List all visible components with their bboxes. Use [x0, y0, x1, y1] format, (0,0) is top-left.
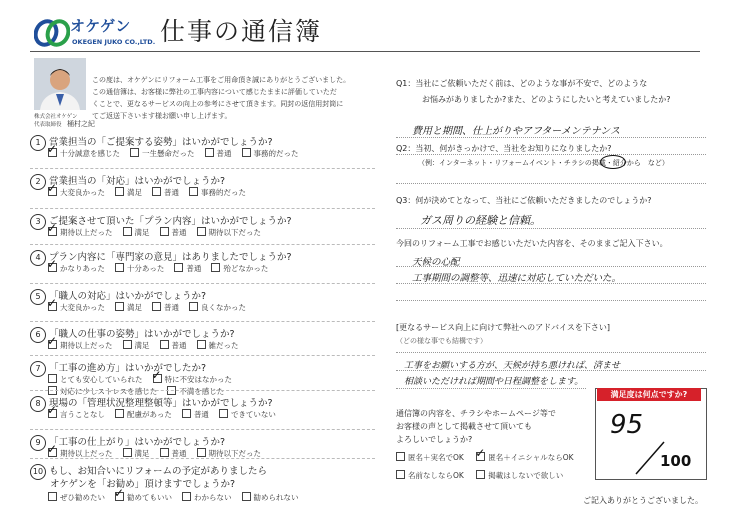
satisfaction-heading: 満足度は何点ですか?	[597, 388, 701, 401]
question-number: 4	[30, 250, 46, 266]
q3-text: Q3：何が決めてとなって、当社にご依頼いただきましたのでしょうか?	[396, 196, 652, 205]
question-separator	[30, 458, 375, 460]
answer-line	[396, 370, 706, 372]
q3-answer: ガス周りの経験と信頼。	[420, 214, 541, 227]
publish-checkbox[interactable]	[396, 470, 405, 479]
ceo-company: 株式会社オケゲン	[34, 114, 78, 120]
question-text: 「職人の対応」はいかがでしょうか?	[49, 291, 207, 302]
answer-checkbox[interactable]	[130, 148, 139, 157]
footer-thanks: ご記入ありがとうございました。	[583, 496, 703, 505]
answer-option-label: 普通	[193, 410, 209, 419]
answer-checkbox[interactable]	[160, 227, 169, 236]
page-title: 仕事の通信簿	[160, 17, 323, 46]
publish-checkbox[interactable]	[476, 470, 485, 479]
publish-checkbox[interactable]	[476, 452, 485, 461]
answer-option-label: かなりあった	[60, 264, 105, 273]
answer-checkbox[interactable]	[115, 492, 124, 501]
answer-option-label: 大変良かった	[60, 303, 105, 312]
answer-options	[48, 263, 268, 274]
answer-checkbox[interactable]	[211, 263, 220, 272]
answer-checkbox[interactable]	[115, 302, 124, 311]
answer-option-label: 普通	[171, 228, 187, 237]
question-text: 営業担当の「対応」はいかがでしょうか?	[49, 176, 226, 187]
answer-checkbox[interactable]	[115, 263, 124, 272]
answer-options	[48, 374, 232, 385]
question-separator	[30, 321, 375, 323]
publish-options-row-1: 匿名＋実名でOK ✓ 匿名＋イニシャルならOK	[396, 452, 574, 463]
advice-label: [更なるサービス向上に向けて弊社へのアドバイスを下さい]	[396, 323, 610, 332]
answer-checkbox[interactable]	[242, 148, 251, 157]
answer-checkbox[interactable]	[189, 302, 198, 311]
answer-checkbox[interactable]	[197, 340, 206, 349]
answer-checkbox[interactable]	[48, 227, 57, 236]
answer-options	[48, 227, 261, 238]
answer-checkbox[interactable]	[115, 409, 124, 418]
answer-option-label: とても安心していられた	[60, 375, 143, 384]
answer-option-label: できていない	[230, 410, 276, 419]
answer-checkbox[interactable]	[182, 409, 191, 418]
answer-checkbox[interactable]	[160, 340, 169, 349]
answer-option-label: 期待以下だった	[208, 449, 261, 458]
logo-sub: OKEGEN JUKO CO.,LTD.	[72, 38, 156, 46]
answer-option-label: 特に不安はなかった	[164, 375, 232, 384]
answer-line	[396, 228, 706, 230]
advice-answer-2: 相談いただければ期間や日程調整をします。	[404, 377, 584, 387]
question-number: 5	[30, 289, 46, 305]
title-divider	[30, 51, 700, 52]
answer-checkbox[interactable]	[115, 187, 124, 196]
answer-option-label: 事務的だった	[201, 188, 246, 197]
answer-option-label: 満足	[134, 341, 150, 350]
question-separator	[30, 168, 375, 170]
question-text: 「職人の仕事の姿勢」はいかがでしょうか?	[49, 329, 235, 340]
answer-option-label: 満足	[127, 303, 142, 312]
answer-checkbox[interactable]	[48, 374, 57, 383]
answer-checkbox[interactable]	[189, 187, 198, 196]
answer-option-label: 十分誠意を感じた	[60, 149, 120, 158]
answer-checkbox[interactable]	[123, 448, 132, 457]
answer-option-label: 期待以上だった	[60, 228, 113, 237]
answer-checkbox[interactable]	[48, 409, 57, 418]
ceo-role: 代表取締役	[34, 122, 62, 128]
answer-option-label: 普通	[164, 188, 179, 197]
satisfaction-score: 95	[610, 410, 644, 440]
answer-checkbox[interactable]	[205, 148, 214, 157]
answer-checkbox[interactable]	[48, 263, 57, 272]
answer-option-label: 雑だった	[208, 341, 239, 350]
answer-option-label: 普通	[186, 264, 202, 273]
question-number: 3	[30, 214, 46, 230]
answer-option-label: 十分あった	[126, 264, 165, 273]
answer-line	[396, 388, 586, 390]
question-separator	[30, 355, 375, 357]
answer-option-label: 不満を感じた	[179, 387, 225, 396]
logo-name: オケゲン	[70, 17, 131, 35]
q2-circle-mark	[600, 155, 626, 169]
question-text: もし、お知合いにリフォームの予定がありましたら	[49, 466, 268, 477]
answer-checkbox[interactable]	[152, 187, 161, 196]
answer-line	[396, 154, 706, 156]
ceo-photo	[34, 58, 86, 110]
answer-checkbox[interactable]	[197, 448, 206, 457]
question-separator	[30, 283, 375, 285]
answer-checkbox[interactable]	[197, 227, 206, 236]
answer-checkbox[interactable]	[48, 302, 57, 311]
answer-option-label: 勧められない	[253, 493, 299, 502]
q2-text: Q2：当初、何がきっかけで、当社をお知りになりましたか?	[396, 144, 612, 153]
answer-checkbox[interactable]	[160, 448, 169, 457]
answer-line	[396, 283, 706, 285]
okegen-logo-icon	[34, 18, 70, 48]
answer-option-label: 対応に少しストレスを感じた	[60, 387, 158, 396]
answer-option-label: 期待以上だった	[60, 341, 113, 350]
satisfaction-total: 100	[660, 452, 692, 470]
answer-checkbox[interactable]	[48, 148, 57, 157]
advice-hint: （どの様な事でも結構です）	[396, 337, 487, 345]
publish-options-row-2: 名前なしならOK 掲載はしないで欲しい	[396, 470, 563, 481]
answer-line	[396, 300, 706, 302]
answer-checkbox[interactable]	[48, 448, 57, 457]
question-text-2: オケゲンを「お勧め」頂けますでしょうか?	[50, 479, 236, 490]
answer-option-label: 良くなかった	[201, 303, 246, 312]
answer-option-label: 満足	[127, 188, 142, 197]
question-number: 2	[30, 174, 46, 190]
answer-line	[396, 352, 706, 354]
q1-text: Q1：当社にご依頼いただく前は、どのような事が不安で、どのような	[396, 79, 648, 88]
publish-question-2: お客様の声として掲載させて頂いても	[396, 422, 532, 431]
question-text: 営業担当の「ご提案する姿勢」はいかがでしょうか?	[49, 137, 273, 148]
answer-checkbox[interactable]	[242, 492, 251, 501]
question-text: 「工事の進め方」はいかがでしたか?	[49, 363, 207, 374]
answer-options	[48, 148, 299, 159]
answer-checkbox[interactable]	[123, 340, 132, 349]
answer-option-label: 満足	[134, 449, 150, 458]
question-separator	[30, 244, 375, 246]
answer-checkbox[interactable]	[48, 187, 57, 196]
q4-answer-1: 天候の心配	[412, 257, 460, 268]
question-number: 1	[30, 135, 46, 151]
answer-option-label: 殆どなかった	[223, 264, 269, 273]
answer-option-label: 満足	[134, 228, 150, 237]
answer-checkbox[interactable]	[152, 302, 161, 311]
question-number: 9	[30, 435, 46, 451]
question-number: 7	[30, 361, 46, 377]
answer-checkbox[interactable]	[174, 263, 183, 272]
q4-text: 今回のリフォーム工事でお感じいただいた内容を、そのままご記入下さい。	[396, 239, 668, 248]
question-number: 10	[30, 464, 46, 480]
publish-question-3: よろしいでしょうか?	[396, 435, 473, 444]
advice-answer-1: 工事をお願いする方が、天候が持ち悪ければ、済ませ	[404, 361, 621, 371]
q4-answer-2: 工事期間の調整等、迅速に対応していただいた。	[412, 273, 622, 284]
ceo-name: 桶村之紀	[67, 120, 96, 128]
answer-options	[48, 409, 276, 420]
question-text: 「工事の仕上がり」はいかがでしょうか?	[49, 437, 226, 448]
q1-text-2: お悩みがありましたか?また、どのようにしたいと考えていましたか?	[422, 95, 671, 104]
publish-checkbox[interactable]	[396, 452, 405, 461]
answer-options	[48, 492, 299, 503]
answer-option-label: ぜひ勧めたい	[60, 493, 105, 502]
answer-options	[48, 187, 246, 198]
answer-option-label: 一生懸命だった	[142, 149, 195, 158]
answer-line	[396, 183, 706, 185]
answer-checkbox[interactable]	[153, 374, 162, 383]
question-number: 6	[30, 327, 46, 343]
answer-option-label: 普通	[171, 449, 187, 458]
answer-option-label: 普通	[171, 341, 187, 350]
answer-checkbox[interactable]	[48, 492, 57, 501]
answer-option-label: 普通	[216, 149, 232, 158]
q1-answer: 費用と期間、仕上がりやアフターメンテナンス	[412, 126, 620, 137]
answer-option-label: 言うことなし	[60, 410, 105, 419]
question-text: ご提案させて頂いた「プラン内容」はいかがでしょうか?	[49, 216, 292, 227]
question-separator	[30, 390, 375, 392]
answer-checkbox[interactable]	[219, 409, 228, 418]
answer-option-label: 期待以上だった	[60, 449, 113, 458]
answer-checkbox[interactable]	[123, 227, 132, 236]
answer-line	[396, 137, 706, 139]
question-number: 8	[30, 396, 46, 412]
answer-option-label: 配慮があった	[127, 410, 172, 419]
answer-options	[48, 302, 246, 313]
q2-example: （例：インターネット・リフォームイベント・チラシの掲載・紹介から など）	[418, 159, 669, 167]
answer-option-label: 事務的だった	[253, 149, 299, 158]
answer-option-label: 勧めてもいい	[127, 493, 172, 502]
question-separator	[30, 429, 375, 431]
question-text: 現場の「管理状況整理整頓等」はいかがでしょうか?	[49, 398, 273, 409]
answer-option-label: わからない	[194, 493, 232, 502]
answer-checkbox[interactable]	[182, 492, 191, 501]
answer-line	[396, 266, 706, 268]
answer-checkbox[interactable]	[48, 340, 57, 349]
answer-option-label: 大変良かった	[60, 188, 105, 197]
question-text: プラン内容に「専門家の意見」はありましたでしょうか?	[49, 252, 292, 263]
publish-question-1: 通信簿の内容を、チラシやホームページ等で	[396, 409, 556, 418]
question-separator	[30, 208, 375, 210]
answer-option-label: 期待以下だった	[208, 228, 261, 237]
answer-options	[48, 340, 239, 351]
answer-option-label: 普通	[164, 303, 179, 312]
intro-text: この度は、オケゲンにリフォーム工事をご用命頂き誠にありがとうございました。 この通信簿は、お客様に弊社の工事内容について感じたままに評価していただ くことで、更なるサービスの向上の参考にさせて頂きます。同封の返信用封筒に てご返送下さいます様お願い申し上げます。	[92, 76, 351, 120]
